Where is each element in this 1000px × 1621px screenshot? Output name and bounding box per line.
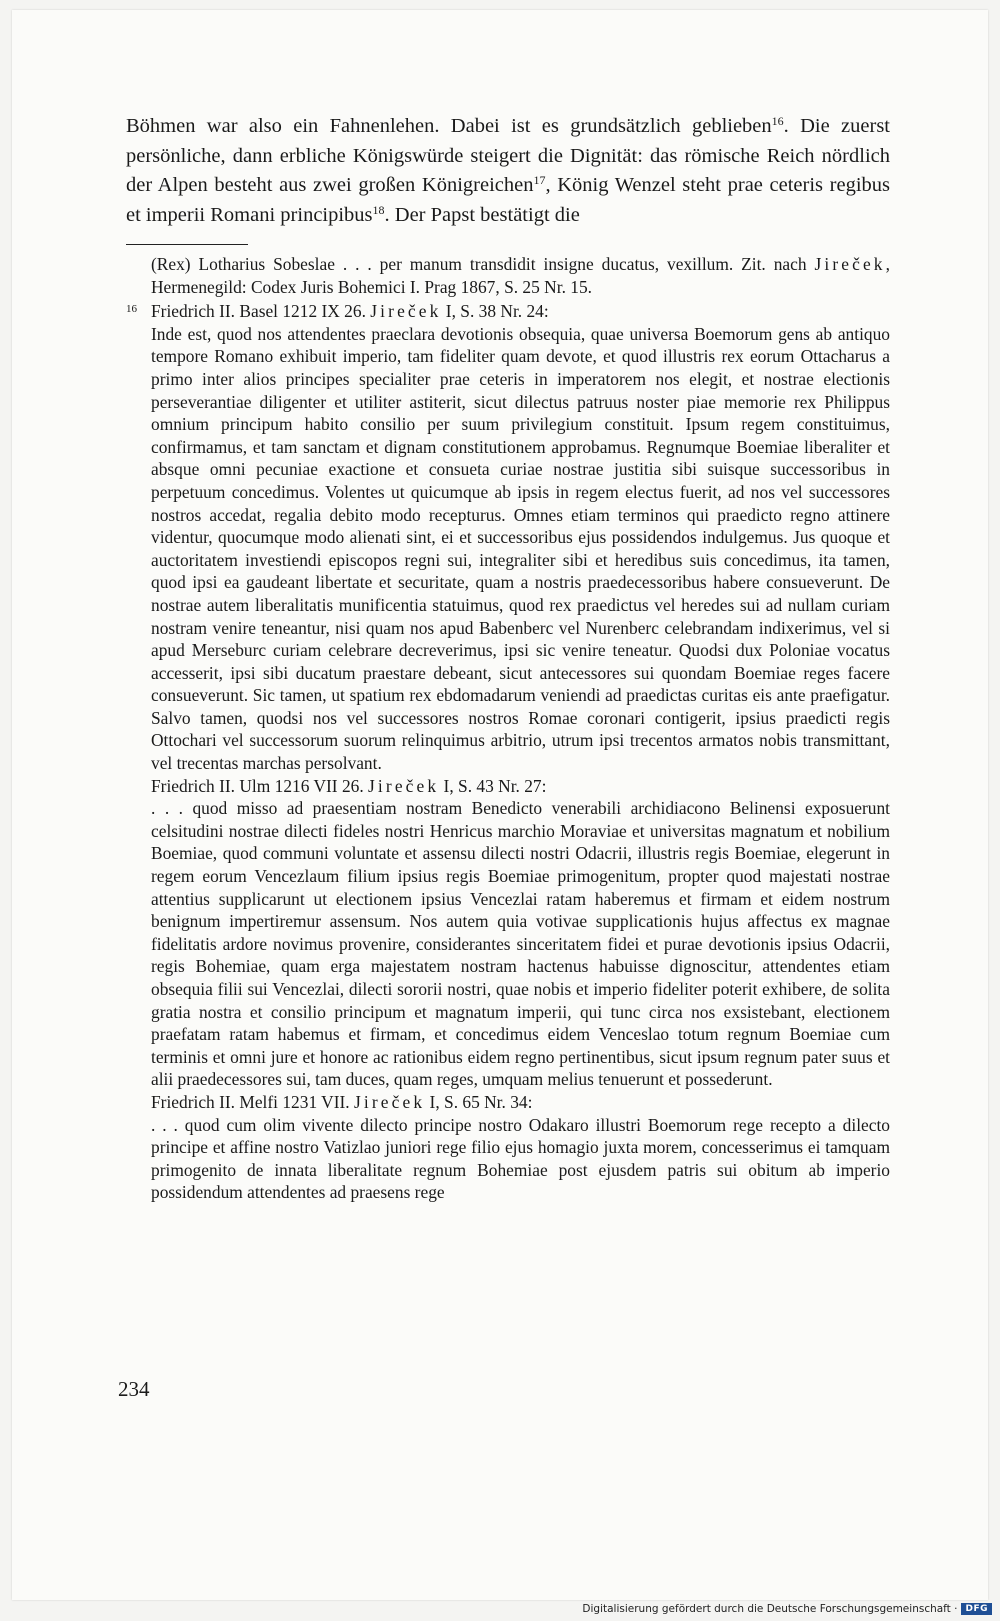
footnote-ref-16: 16 (771, 114, 784, 128)
footnotes (126, 253, 890, 1204)
footnote-16-heading (126, 298, 890, 323)
main-text (126, 112, 890, 230)
footnote-16-quote-1: Inde est, quod nos attendentes praeclara devotionis obsequia, quae universa Boemorum gens ab antiquo tempore Romano exhibuit imperio, tam fideliter quam devote, et quod illustris rex eorum Ottacharus a primo inter alios principes specialiter prae ceteris in imperatorem nos elegit, et nostrae electionis perseverantiae diligenter et utiliter astiterit, sicut dilectus patruus noster piae memorie rex Philippus omnium principum habito consilio per suum privilegium constituit. Ipsum regem constituimus, confirmamus, et tam sanctam et dignam constitutionem approbamus. Regnumque Boemiae liberaliter et absque omni pecuniae exactione et consueta curiae nostrae justitia sibi suisque successoribus in perpetuum concedimus. Volentes ut quicumque ab ipsis in regem electus fuerit, ad nos vel successores nostros accedat, regalia debito modo recepturus. Omnes etiam terminos qui praedicto regno attinere videntur, quocumque modo alienati sint, ei et successoribus ejus possidendos indulgemus. Jus quoque et auctoritatem investiendi episcopos regni sui, integraliter sibi et heredibus suis concedimus, ita tamen, quod ipsi ea gaudeant libertate et securitate, quam a nostris praedecessoribus habere consueverunt. De nostrae autem liberalitatis munificentia statuimus, quod rex praedictus vel heredes sui ad nullam curiam nostram venire teneantur, nisi quam nos apud Babenberc vel Nurenberc celebrandam indixerimus, vel si apud Merseburc curiam celebrare decreverimus, ipsi sic venire teneatur. Quodsi dux Poloniae vocatus accesserit, ipsi sibi ducatum praestare debeant, sicut antecessores sui quondam Boemiae reges facere consueverunt. Sic tamen, ut spatium rex ebdomadarum veniendi ad praedictas curitas eis ante praefigatur. Salvo tamen, quodsi nos vel successores nostros Romae coronari contigerit, ipsius praedicti regis Ottochari vel successorum suorum relinquimus arbitrio, utrum ipsi trecentos armatos nobis transmittant, vel trecentas marchas persolvant. (151, 323, 890, 774)
main-text-segment: , König Wenzel steht prae ceteris regibus et imperii Romani principibus (126, 174, 890, 226)
footnote-text: Friedrich II. Ulm 1216 VII 26. (151, 775, 369, 796)
author-name: Jireček (368, 775, 440, 796)
footnote-16-quote-2: . . . quod misso ad praesentiam nostram Benedicto venerabili archidiacono Belinensi exposuerunt celsitudini nostrae dilecti fideles nostri Henricus marchio Moraviae et universitas magnatum et nobilium Boemiae, quod communi voluntate et assensu dilecti nostri Odacrii, illustris regis Boemiae, elegerunt in regem eorum Vencezlaum filium ipsius regis Boemiae primogenitum, propter quod majestati nostrae attentius supplicarunt ut electionem ipsius Vencezlai ratam haberemus et firmam et eidem nostrum benignum impertiremur assensum. Nos autem quia votivae supplicationis hujus affectus ex magnae fidelitatis ardore novimus provenire, considerantes sinceritatem fidei et purae devotionis ipsius Odacrii, regis Bohemiae, quam erga majestatem nostram hactenus habuisse dignoscitur, attendentes etiam obsequia filii sui Vencezlai, dilecti sororii nostri, quae nobis et imperio fideliter poterit exhibere, de solita gratia nostra et consilio principum et magnatum imperii, qui tunc circa nos exsistebant, electionem praefatam ratam habemus et firmam, et concedimus eidem Venceslao totum regnum Boemiae cum terminis et omni jure et honore ac rationibus eidem regno pertinentibus, sicut ipsum regnum pater suus et alii praedecessores sui, tam duces, quam reges, umquam melius tenuerunt et possederunt. (151, 798, 890, 1090)
dfg-logo-icon: DFG (961, 1603, 992, 1615)
footnote-separator (126, 244, 248, 245)
footnote-ref-18: 18 (372, 202, 385, 217)
footnote-text: I, S. 38 Nr. 24: (441, 301, 549, 322)
footnote-16-quote-3: . . . quod cum olim vivente dilecto principe nostro Odakaro illustri Boemorum rege recepto a dilecto principe et affine nostro Vatizlao juniori rege filio ejus homagio juxta morem, concesserimus ei tamquam primogenito de innata liberalitate regnum Bohemiae post ejusdem patris sui obitum ab imperio possidendum attendentes ad praesens rege (151, 1114, 890, 1203)
footnote-text: Friedrich II. Melfi 1231 VII. (151, 1091, 355, 1112)
author-name: Jireček (354, 1091, 426, 1112)
credit-text: Digitalisierung gefördert durch die Deutsche Forschungsgemeinschaft · (582, 1603, 958, 1615)
main-paragraph (126, 112, 890, 230)
footnote-continuation (126, 253, 890, 298)
author-name: Jireček (814, 254, 886, 274)
footnote-text: Friedrich II. Basel 1212 IX 26. (151, 301, 371, 322)
author-name: Jireček (370, 301, 442, 322)
footnote-16-heading-2 (126, 775, 890, 798)
footnote-16-heading-3 (126, 1091, 890, 1114)
footnote-text: , Hermenegild: Codex Juris Bohemici I. Prag 1867, S. 25 Nr. 15. (151, 254, 890, 297)
footnote-text: I, S. 43 Nr. 27: (439, 775, 547, 796)
main-text-segment: Böhmen war also ein Fahnenlehen. Dabei ist es grundsätzlich geblieben (126, 115, 772, 137)
main-text-segment: . Die zuerst persönliche, dann erbliche Königswürde steigert die Dignität: das römische Reich nördlich der Alpen besteht aus zwei großen Königreichen (126, 115, 890, 196)
digitization-credit (582, 1603, 992, 1615)
page-number: 234 (118, 1377, 150, 1401)
footnote-text: I, S. 65 Nr. 34: (425, 1091, 533, 1112)
main-text-segment: . Der Papst bestätigt die (384, 203, 580, 226)
footnote-text: (Rex) Lotharius Sobeslae . . . per manum transdidit insigne ducatus, vexillum. Zit. nach (151, 254, 815, 274)
footnote-ref-17: 17 (533, 173, 546, 187)
footnote-number: 16 (126, 303, 137, 316)
